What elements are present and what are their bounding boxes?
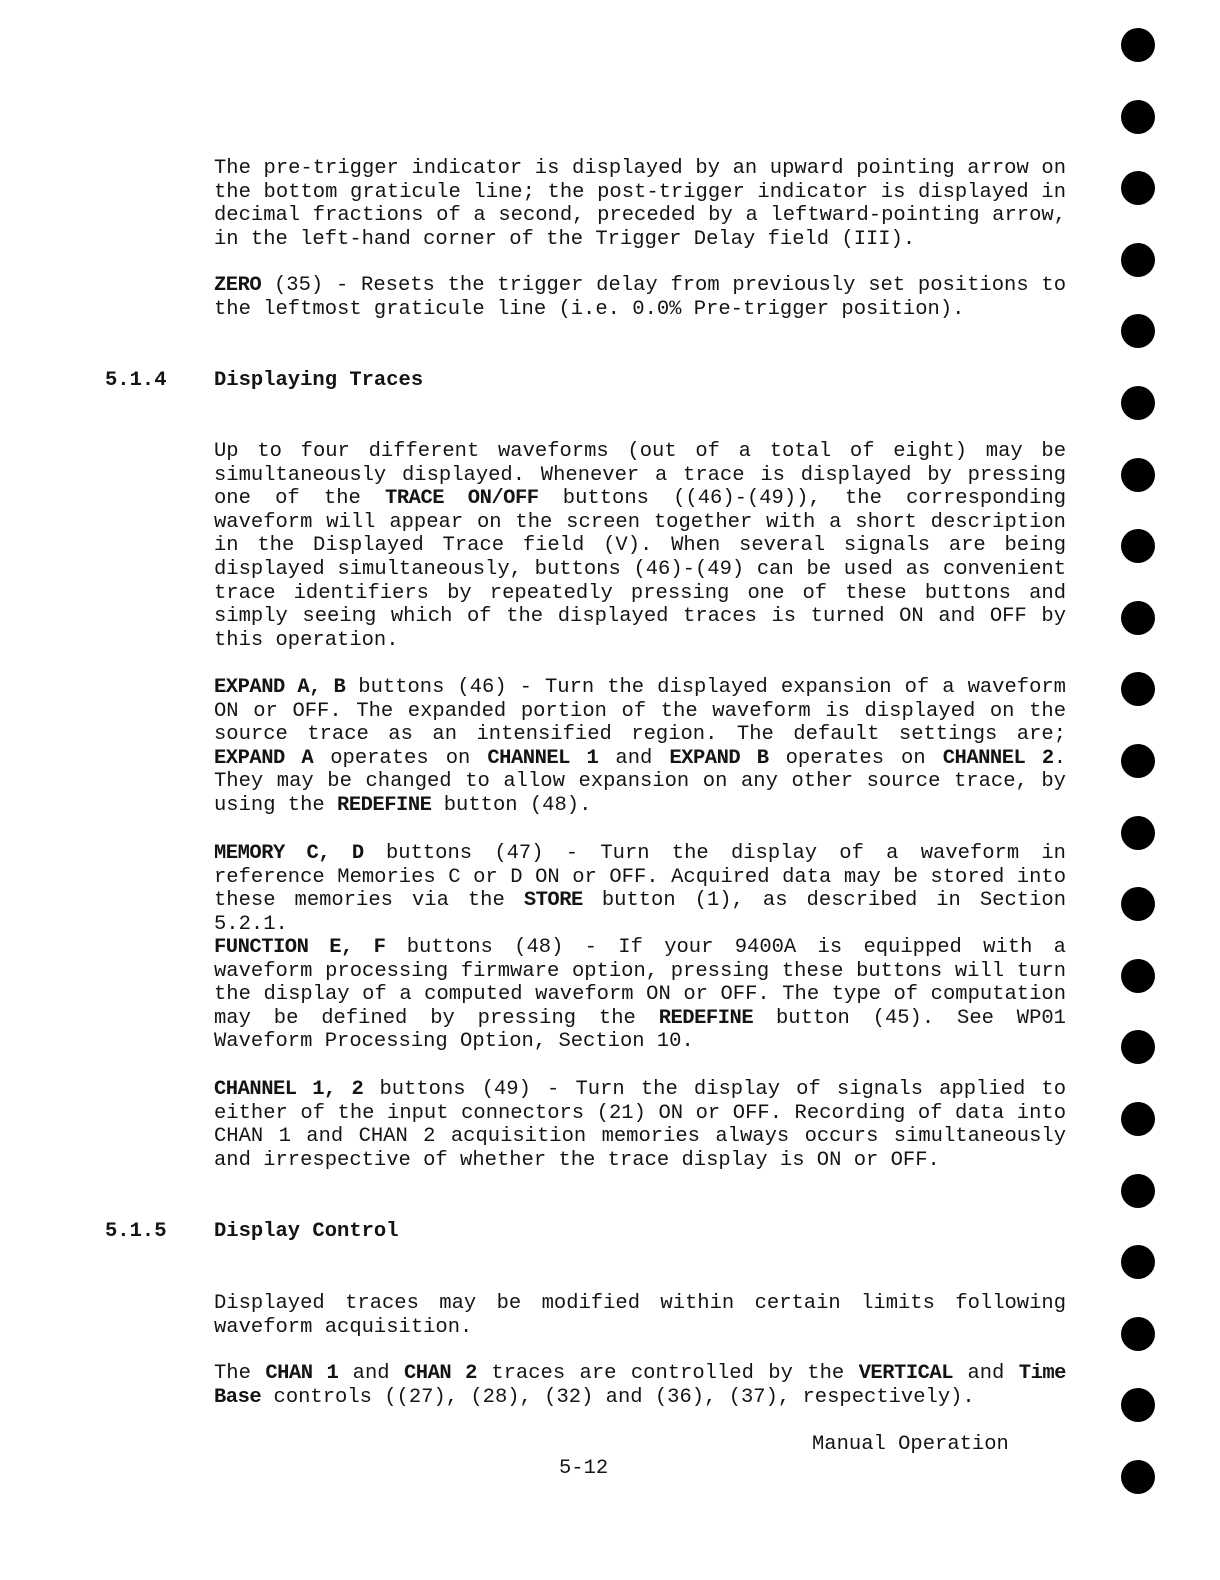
binder-hole [1121, 744, 1155, 778]
paragraph-text: controls ((27), (28), (32) and (36), (37), respectively). [261, 1385, 975, 1409]
term-channel-1: CHANNEL 1 [487, 746, 599, 770]
binder-hole [1121, 529, 1155, 563]
paragraph-channel [214, 1078, 1066, 1172]
binder-hole [1121, 1174, 1155, 1208]
paragraph-text: and [953, 1362, 1019, 1385]
paragraph-text: buttons (46) - Turn the displayed expansion of a waveform ON or OFF. The expanded portion of the waveform is displayed on the source trace as an intensified region. The default settings are; [214, 676, 1066, 747]
section-title: Display Control [214, 1220, 399, 1243]
term-vertical: VERTICAL [858, 1362, 954, 1385]
paragraph-text: (35) - Resets the trigger delay from previously set positions to the leftmost graticule line (i.e. 0.0% Pre-trigger position). [214, 274, 1066, 321]
binder-hole [1121, 1030, 1155, 1064]
term-expand-a: EXPAND A [214, 746, 314, 770]
paragraph-text: buttons ((46)-(49)), the corresponding waveform will appear on the screen together with a short description in the Displayed Trace field (V). When several signals are being displayed simultaneously, buttons (46)-(49) can be used as convenient trace identifiers by repeatedly pressing one of these buttons and simply seeing which of the displayed traces is turned ON and OFF by this operation. [214, 487, 1067, 652]
paragraph-text: traces are controlled by the [476, 1362, 859, 1385]
term-function: FUNCTION E, F [214, 936, 386, 959]
binder-hole [1121, 458, 1155, 492]
term-expand-b: EXPAND B [669, 746, 769, 770]
paragraph-trace-intro [214, 440, 1066, 652]
term-store: STORE [523, 889, 583, 913]
paragraph-function [214, 936, 1066, 1054]
paragraph-memory [214, 842, 1066, 936]
paragraph-text: operates on [313, 746, 488, 770]
binder-hole [1121, 672, 1155, 706]
term-zero: ZERO [214, 274, 262, 297]
term-memory: MEMORY C, D [214, 842, 364, 865]
term-chan-2: CHAN 2 [403, 1362, 477, 1385]
binder-hole [1121, 1460, 1155, 1494]
binder-hole [1121, 28, 1155, 62]
paragraph-expand [214, 676, 1066, 818]
binder-hole [1121, 1245, 1155, 1279]
section-title: Displaying Traces [214, 369, 424, 392]
paragraph-text: button (48). [431, 793, 592, 817]
paragraph-text: buttons (47) - Turn the display of a waveform in reference Memories C or D ON or OFF. Acquired data may be stored into these memories via the [214, 842, 1066, 913]
term-channel: CHANNEL 1, 2 [214, 1078, 364, 1101]
term-channel-2: CHANNEL 2 [942, 746, 1054, 770]
binder-hole [1121, 1102, 1155, 1136]
term-chan-1: CHAN 1 [265, 1362, 339, 1385]
paragraph-text: . They may be changed to allow expansion on any other source trace, by using the [214, 746, 1067, 817]
paragraph-text: Displayed traces may be modified within certain limits following waveform acquisition. [214, 1292, 1066, 1339]
paragraph-text: operates on [768, 746, 943, 770]
binder-hole [1121, 314, 1155, 348]
term-time-base: Time Base [214, 1362, 1066, 1409]
page-number: 5-12 [559, 1457, 609, 1480]
paragraph-text: button (1), as described in Section 5.2.1. [214, 889, 1066, 936]
paragraph-text: Up to four different waveforms (out of a total of eight) may be simultaneously displayed. Whenever a trace is displayed by pressing one of the [214, 440, 1066, 511]
binder-hole [1121, 1317, 1155, 1351]
paragraph-zero [214, 274, 1066, 321]
paragraph-text: buttons (48) - If your 9400A is equipped with a waveform processing firmware option, pressing these buttons will turn the display of a computed waveform ON or OFF. The type of computation may be defined by pressing the [214, 936, 1066, 1030]
footer-title: Manual Operation [812, 1433, 1009, 1456]
paragraph-text: button (45). See WP01 Waveform Processing Option, Section 10. [214, 1006, 1066, 1054]
paragraph-text: The [214, 1362, 266, 1385]
binder-hole [1121, 243, 1155, 277]
paragraph-display-control [214, 1292, 1066, 1339]
binder-hole [1121, 816, 1155, 850]
paragraph-chan-controls [214, 1362, 1066, 1409]
term-expand: EXPAND A, B [214, 676, 346, 699]
binder-hole [1121, 887, 1155, 921]
section-number: 5.1.4 [105, 369, 167, 392]
paragraph-text: and [338, 1362, 404, 1385]
paragraph-text: The pre-trigger indicator is displayed by an upward pointing arrow on the bottom graticule line; the post-trigger indicator is displayed in decimal fractions of a second, preceded by a leftward-pointing arrow, in the left-hand corner of the Trigger Delay field (III). [214, 157, 1066, 251]
paragraph-text: buttons (49) - Turn the display of signals applied to either of the input connectors (21) ON or OFF. Recording of data into CHAN 1 and CHAN 2 acquisition memories always occurs simultaneously and irrespective of whether the trace display is ON or OFF. [214, 1078, 1067, 1172]
term-redefine: REDEFINE [337, 793, 432, 817]
term-redefine: REDEFINE [658, 1006, 754, 1030]
binder-hole [1121, 601, 1155, 635]
paragraph-text: and [598, 746, 670, 770]
binder-hole [1121, 171, 1155, 205]
binder-hole [1121, 386, 1155, 420]
binder-hole [1121, 959, 1155, 993]
paragraph-pretrigger [214, 157, 1066, 251]
binder-holes [1121, 28, 1157, 1531]
binder-hole [1121, 1388, 1155, 1422]
term-trace-onoff: TRACE ON/OFF [385, 487, 539, 511]
section-number: 5.1.5 [105, 1220, 167, 1243]
binder-hole [1121, 100, 1155, 134]
